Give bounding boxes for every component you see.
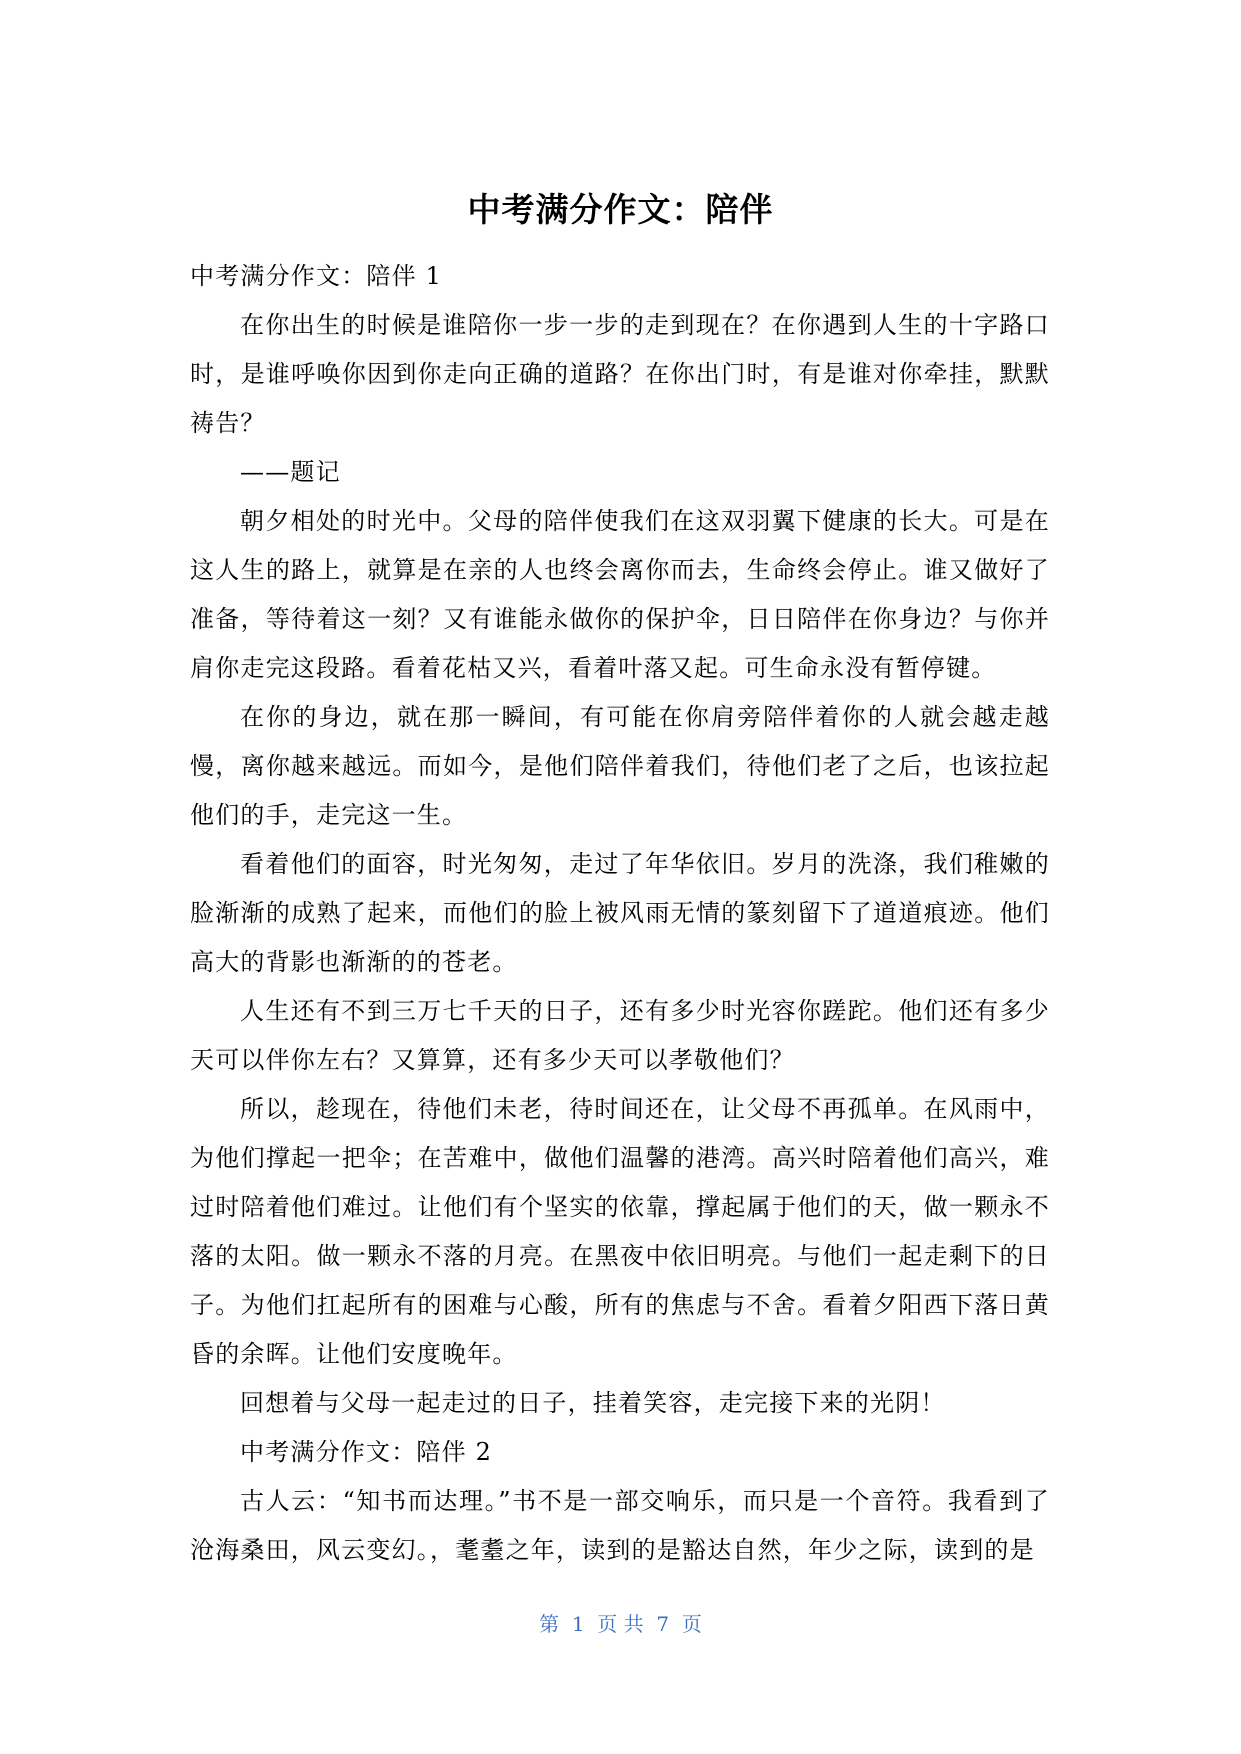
- paragraph: 人生还有不到三万七千天的日子，还有多少时光容你蹉跎。他们还有多少天可以伴你左右？又算算，还有多少天可以孝敬他们？: [190, 997, 1050, 1074]
- paragraph: 看着他们的面容，时光匆匆，走过了年华依旧。岁月的洗涤，我们稚嫩的脸渐渐的成熟了起来，而他们的脸上被风雨无情的篆刻留下了道道痕迹。他们高大的背影也渐渐的的苍老。: [190, 850, 1050, 976]
- page-number-footer: 第 1 页 共 7 页: [539, 1612, 702, 1636]
- paragraph: 朝夕相处的时光中。父母的陪伴使我们在这双羽翼下健康的长大。可是在这人生的路上，就算是在亲的人也终会离你而去，生命终会停止。谁又做好了准备，等待着这一刻？又有谁能永做你的保护伞，日日陪伴在你身边？与你并肩你走完这段路。看着花枯又兴，看着叶落又起。可生命永没有暂停键。: [190, 507, 1050, 682]
- paragraph: 在你的身边，就在那一瞬间，有可能在你肩旁陪伴着你的人就会越走越慢，离你越来越远。而如今，是他们陪伴着我们，待他们老了之后，也该拉起他们的手，走完这一生。: [190, 703, 1050, 829]
- document-body: [190, 252, 1050, 1575]
- paragraph: 古人云：“知书而达理。”书不是一部交响乐，而只是一个音符。我看到了沧海桑田，风云变幻。，耄耋之年，读到的是豁达自然，年少之际，读到的是: [190, 1487, 1050, 1564]
- section-heading-1: 中考满分作文：陪伴 1: [190, 262, 443, 290]
- paragraph: 所以，趁现在，待他们未老，待时间还在，让父母不再孤单。在风雨中，为他们撑起一把伞；在苦难中，做他们温馨的港湾。高兴时陪着他们高兴，难过时陪着他们难过。让他们有个坚实的依靠，撑起属于他们的天，做一颗永不落的太阳。做一颗永不落的月亮。在黑夜中依旧明亮。与他们一起走剩下的日子。为他们扛起所有的困难与心酸，所有的焦虑与不舍。看着夕阳西下落日黄昏的余晖。让他们安度晚年。: [190, 1095, 1050, 1368]
- epigraph-label: ——题记: [240, 458, 341, 486]
- paragraph: 回想着与父母一起走过的日子，挂着笑容，走完接下来的光阴！: [240, 1389, 946, 1417]
- document-title: 中考满分作文：陪伴: [467, 190, 774, 229]
- paragraph: 在你出生的时候是谁陪你一步一步的走到现在？在你遇到人生的十字路口时，是谁呼唤你因到你走向正确的道路？在你出门时，有是谁对你牵挂，默默祷告？: [190, 311, 1050, 437]
- section-heading-2: 中考满分作文：陪伴 2: [240, 1438, 493, 1466]
